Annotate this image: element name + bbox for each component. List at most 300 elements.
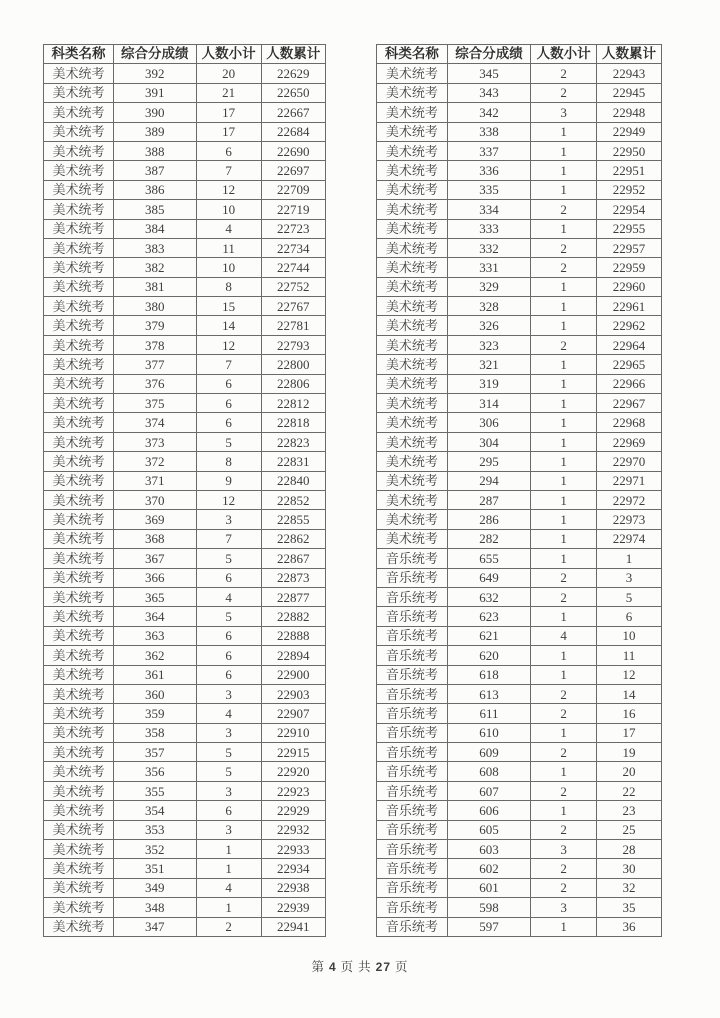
score-cell: 335 <box>447 180 531 199</box>
table-row <box>377 471 662 490</box>
cumulative-cell: 22967 <box>596 394 661 413</box>
category-cell: 美术统考 <box>44 510 114 529</box>
subtotal-cell: 1 <box>531 917 597 936</box>
cumulative-cell: 3 <box>596 568 661 587</box>
subtotal-cell: 1 <box>531 277 597 296</box>
category-cell: 美术统考 <box>44 83 114 102</box>
score-cell: 306 <box>447 413 531 432</box>
subtotal-cell: 1 <box>531 413 597 432</box>
score-cell: 336 <box>447 161 531 180</box>
subtotal-cell: 5 <box>196 549 261 568</box>
category-cell: 美术统考 <box>44 665 114 684</box>
score-cell: 356 <box>113 762 196 781</box>
score-cell: 295 <box>447 452 531 471</box>
category-cell: 美术统考 <box>377 471 448 490</box>
subtotal-cell: 14 <box>196 316 261 335</box>
score-cell: 347 <box>113 917 196 936</box>
category-cell: 音乐统考 <box>377 917 448 936</box>
score-cell: 353 <box>113 820 196 839</box>
cumulative-cell: 22744 <box>261 258 325 277</box>
table-row <box>44 665 326 684</box>
subtotal-cell: 2 <box>531 83 597 102</box>
cumulative-cell: 22965 <box>596 355 661 374</box>
category-cell: 音乐统考 <box>377 549 448 568</box>
table-row <box>44 258 326 277</box>
category-cell: 美术统考 <box>44 859 114 878</box>
category-cell: 美术统考 <box>44 297 114 316</box>
subtotal-cell: 2 <box>531 258 597 277</box>
subtotal-cell: 1 <box>531 607 597 626</box>
subtotal-cell: 1 <box>531 549 597 568</box>
category-cell: 音乐统考 <box>377 587 448 606</box>
subtotal-cell: 1 <box>531 161 597 180</box>
category-cell: 音乐统考 <box>377 820 448 839</box>
table-row <box>377 180 662 199</box>
footer-page-number: 4 <box>328 960 337 974</box>
subtotal-cell: 3 <box>196 510 261 529</box>
score-cell: 363 <box>113 626 196 645</box>
subtotal-cell: 1 <box>531 490 597 509</box>
score-cell: 282 <box>447 529 531 548</box>
category-cell: 美术统考 <box>377 277 448 296</box>
category-cell: 美术统考 <box>44 64 114 83</box>
table-row <box>377 665 662 684</box>
category-cell: 美术统考 <box>44 898 114 917</box>
table-row <box>44 917 326 936</box>
score-cell: 355 <box>113 781 196 800</box>
cumulative-cell: 22903 <box>261 684 325 703</box>
column-header-subtotal: 人数小计 <box>531 45 597 64</box>
subtotal-cell: 3 <box>196 723 261 742</box>
cumulative-cell: 22793 <box>261 335 325 354</box>
table-row <box>44 316 326 335</box>
category-cell: 美术统考 <box>44 743 114 762</box>
score-cell: 389 <box>113 122 196 141</box>
footer-prefix: 第 <box>311 960 325 974</box>
score-cell: 374 <box>113 413 196 432</box>
cumulative-cell: 22952 <box>596 180 661 199</box>
category-cell: 美术统考 <box>377 219 448 238</box>
cumulative-cell: 14 <box>596 684 661 703</box>
cumulative-cell: 22968 <box>596 413 661 432</box>
cumulative-cell: 35 <box>596 898 661 917</box>
score-cell: 334 <box>447 200 531 219</box>
table-row <box>377 917 662 936</box>
table-row <box>44 859 326 878</box>
subtotal-cell: 1 <box>196 840 261 859</box>
subtotal-cell: 3 <box>531 898 597 917</box>
category-cell: 美术统考 <box>44 161 114 180</box>
category-cell: 美术统考 <box>44 413 114 432</box>
score-cell: 294 <box>447 471 531 490</box>
category-cell: 美术统考 <box>377 297 448 316</box>
page-footer <box>0 957 720 975</box>
category-cell: 音乐统考 <box>377 781 448 800</box>
score-cell: 605 <box>447 820 531 839</box>
table-row <box>44 704 326 723</box>
score-cell: 649 <box>447 568 531 587</box>
score-cell: 369 <box>113 510 196 529</box>
table-row <box>377 374 662 393</box>
category-cell: 美术统考 <box>377 103 448 122</box>
table-row <box>377 413 662 432</box>
subtotal-cell: 2 <box>531 200 597 219</box>
category-cell: 美术统考 <box>44 840 114 859</box>
table-row <box>44 103 326 122</box>
category-cell: 美术统考 <box>377 141 448 160</box>
subtotal-cell: 1 <box>531 471 597 490</box>
cumulative-cell: 17 <box>596 723 661 742</box>
category-cell: 美术统考 <box>377 161 448 180</box>
column-header-cumulative: 人数累计 <box>261 45 325 64</box>
table-row <box>377 122 662 141</box>
table-row <box>377 200 662 219</box>
cumulative-cell: 22915 <box>261 743 325 762</box>
table-row <box>377 103 662 122</box>
table-row <box>377 64 662 83</box>
cumulative-cell: 22973 <box>596 510 661 529</box>
subtotal-cell: 2 <box>531 704 597 723</box>
subtotal-cell: 12 <box>196 180 261 199</box>
table-row <box>44 219 326 238</box>
cumulative-cell: 22961 <box>596 297 661 316</box>
subtotal-cell: 2 <box>531 335 597 354</box>
subtotal-cell: 8 <box>196 452 261 471</box>
category-cell: 美术统考 <box>44 277 114 296</box>
cumulative-cell: 22923 <box>261 781 325 800</box>
subtotal-cell: 1 <box>531 646 597 665</box>
cumulative-cell: 22932 <box>261 820 325 839</box>
category-cell: 美术统考 <box>44 180 114 199</box>
category-cell: 美术统考 <box>377 122 448 141</box>
score-cell: 358 <box>113 723 196 742</box>
table-row <box>377 684 662 703</box>
cumulative-cell: 22800 <box>261 355 325 374</box>
category-cell: 美术统考 <box>44 355 114 374</box>
category-cell: 美术统考 <box>377 64 448 83</box>
subtotal-cell: 7 <box>196 355 261 374</box>
score-cell: 319 <box>447 374 531 393</box>
score-cell: 375 <box>113 394 196 413</box>
category-cell: 音乐统考 <box>377 801 448 820</box>
score-cell: 338 <box>447 122 531 141</box>
score-cell: 611 <box>447 704 531 723</box>
category-cell: 美术统考 <box>44 529 114 548</box>
category-cell: 美术统考 <box>44 568 114 587</box>
subtotal-cell: 2 <box>531 781 597 800</box>
score-cell: 377 <box>113 355 196 374</box>
cumulative-cell: 25 <box>596 820 661 839</box>
cumulative-cell: 22734 <box>261 238 325 257</box>
table-row <box>44 529 326 548</box>
subtotal-cell: 2 <box>531 587 597 606</box>
subtotal-cell: 2 <box>531 859 597 878</box>
cumulative-cell: 22959 <box>596 258 661 277</box>
table-row <box>44 471 326 490</box>
table-row <box>377 529 662 548</box>
category-cell: 美术统考 <box>44 219 114 238</box>
cumulative-cell: 22938 <box>261 878 325 897</box>
table-row <box>377 704 662 723</box>
subtotal-cell: 6 <box>196 568 261 587</box>
cumulative-cell: 22948 <box>596 103 661 122</box>
score-cell: 372 <box>113 452 196 471</box>
category-cell: 美术统考 <box>44 704 114 723</box>
subtotal-cell: 1 <box>531 394 597 413</box>
table-row <box>377 587 662 606</box>
score-cell: 607 <box>447 781 531 800</box>
table-row <box>377 820 662 839</box>
score-cell: 365 <box>113 587 196 606</box>
category-cell: 美术统考 <box>44 335 114 354</box>
category-cell: 美术统考 <box>44 646 114 665</box>
table-row <box>44 587 326 606</box>
table-row <box>377 781 662 800</box>
score-cell: 383 <box>113 238 196 257</box>
category-cell: 美术统考 <box>377 413 448 432</box>
score-cell: 618 <box>447 665 531 684</box>
category-cell: 美术统考 <box>377 490 448 509</box>
table-row <box>377 219 662 238</box>
table-row <box>377 258 662 277</box>
score-cell: 366 <box>113 568 196 587</box>
cumulative-cell: 6 <box>596 607 661 626</box>
table-row <box>377 743 662 762</box>
table-row <box>44 141 326 160</box>
cumulative-cell: 22831 <box>261 452 325 471</box>
subtotal-cell: 6 <box>196 394 261 413</box>
subtotal-cell: 5 <box>196 743 261 762</box>
table-row <box>377 878 662 897</box>
score-cell: 391 <box>113 83 196 102</box>
score-cell: 323 <box>447 335 531 354</box>
subtotal-cell: 12 <box>196 335 261 354</box>
subtotal-cell: 6 <box>196 801 261 820</box>
table-row <box>44 83 326 102</box>
cumulative-cell: 22882 <box>261 607 325 626</box>
score-cell: 623 <box>447 607 531 626</box>
table-row <box>44 510 326 529</box>
score-cell: 620 <box>447 646 531 665</box>
table-row <box>377 277 662 296</box>
table-row <box>44 820 326 839</box>
table-row <box>377 646 662 665</box>
table-row <box>377 549 662 568</box>
footer-total-label: 共 <box>358 960 372 974</box>
subtotal-cell: 17 <box>196 122 261 141</box>
cumulative-cell: 22969 <box>596 432 661 451</box>
table-row <box>377 394 662 413</box>
score-cell: 610 <box>447 723 531 742</box>
column-header-subtotal: 人数小计 <box>196 45 261 64</box>
table-row <box>377 840 662 859</box>
column-header-category: 科类名称 <box>377 45 448 64</box>
category-cell: 音乐统考 <box>377 704 448 723</box>
subtotal-cell: 2 <box>531 820 597 839</box>
cumulative-cell: 22650 <box>261 83 325 102</box>
cumulative-cell: 22933 <box>261 840 325 859</box>
cumulative-cell: 22920 <box>261 762 325 781</box>
score-cell: 367 <box>113 549 196 568</box>
score-cell: 606 <box>447 801 531 820</box>
table-row <box>377 355 662 374</box>
subtotal-cell: 3 <box>196 684 261 703</box>
category-cell: 音乐统考 <box>377 607 448 626</box>
subtotal-cell: 9 <box>196 471 261 490</box>
subtotal-cell: 4 <box>196 878 261 897</box>
cumulative-cell: 22943 <box>596 64 661 83</box>
table-row <box>377 568 662 587</box>
cumulative-cell: 22907 <box>261 704 325 723</box>
category-cell: 音乐统考 <box>377 859 448 878</box>
subtotal-cell: 5 <box>196 432 261 451</box>
subtotal-cell: 1 <box>531 529 597 548</box>
table-row <box>377 510 662 529</box>
cumulative-cell: 22966 <box>596 374 661 393</box>
score-cell: 352 <box>113 840 196 859</box>
table-row <box>44 413 326 432</box>
cumulative-cell: 22697 <box>261 161 325 180</box>
subtotal-cell: 4 <box>531 626 597 645</box>
cumulative-cell: 22951 <box>596 161 661 180</box>
category-cell: 美术统考 <box>377 374 448 393</box>
category-cell: 美术统考 <box>44 801 114 820</box>
column-header-category: 科类名称 <box>44 45 114 64</box>
category-cell: 美术统考 <box>377 510 448 529</box>
column-header-score: 综合分成绩 <box>447 45 531 64</box>
category-cell: 美术统考 <box>44 820 114 839</box>
cumulative-cell: 22949 <box>596 122 661 141</box>
score-cell: 357 <box>113 743 196 762</box>
score-cell: 286 <box>447 510 531 529</box>
subtotal-cell: 2 <box>531 568 597 587</box>
subtotal-cell: 7 <box>196 529 261 548</box>
table-row <box>377 452 662 471</box>
category-cell: 美术统考 <box>44 626 114 645</box>
score-cell: 370 <box>113 490 196 509</box>
header-row <box>377 45 662 64</box>
subtotal-cell: 2 <box>531 684 597 703</box>
subtotal-cell: 1 <box>531 122 597 141</box>
table-row <box>377 762 662 781</box>
table-row <box>44 626 326 645</box>
table-row <box>377 161 662 180</box>
category-cell: 音乐统考 <box>377 568 448 587</box>
cumulative-cell: 22888 <box>261 626 325 645</box>
category-cell: 美术统考 <box>44 549 114 568</box>
subtotal-cell: 1 <box>531 316 597 335</box>
cumulative-cell: 22964 <box>596 335 661 354</box>
score-cell: 331 <box>447 258 531 277</box>
score-cell: 364 <box>113 607 196 626</box>
table-row <box>44 840 326 859</box>
table-row <box>44 878 326 897</box>
category-cell: 美术统考 <box>44 490 114 509</box>
cumulative-cell: 22 <box>596 781 661 800</box>
table-row <box>377 238 662 257</box>
subtotal-cell: 11 <box>196 238 261 257</box>
category-cell: 美术统考 <box>44 781 114 800</box>
subtotal-cell: 1 <box>531 374 597 393</box>
table-row <box>44 374 326 393</box>
category-cell: 美术统考 <box>44 723 114 742</box>
subtotal-cell: 1 <box>531 297 597 316</box>
category-cell: 美术统考 <box>377 394 448 413</box>
subtotal-cell: 1 <box>196 859 261 878</box>
category-cell: 美术统考 <box>44 878 114 897</box>
category-cell: 音乐统考 <box>377 743 448 762</box>
table-row <box>377 801 662 820</box>
table-row <box>44 723 326 742</box>
cumulative-cell: 30 <box>596 859 661 878</box>
subtotal-cell: 10 <box>196 200 261 219</box>
score-cell: 385 <box>113 200 196 219</box>
category-cell: 美术统考 <box>377 355 448 374</box>
subtotal-cell: 6 <box>196 374 261 393</box>
table-row <box>44 394 326 413</box>
table-row <box>44 355 326 374</box>
table-row <box>377 83 662 102</box>
subtotal-cell: 15 <box>196 297 261 316</box>
table-row <box>44 549 326 568</box>
category-cell: 美术统考 <box>44 587 114 606</box>
subtotal-cell: 5 <box>196 607 261 626</box>
score-cell: 386 <box>113 180 196 199</box>
score-cell: 368 <box>113 529 196 548</box>
subtotal-cell: 1 <box>196 898 261 917</box>
footer-total-pages: 27 <box>375 960 392 974</box>
category-cell: 音乐统考 <box>377 626 448 645</box>
subtotal-cell: 10 <box>196 258 261 277</box>
category-cell: 美术统考 <box>377 432 448 451</box>
category-cell: 音乐统考 <box>377 684 448 703</box>
cumulative-cell: 22806 <box>261 374 325 393</box>
table-row <box>44 490 326 509</box>
subtotal-cell: 1 <box>531 432 597 451</box>
table-row <box>44 898 326 917</box>
column-header-cumulative: 人数累计 <box>596 45 661 64</box>
subtotal-cell: 2 <box>531 64 597 83</box>
category-cell: 音乐统考 <box>377 898 448 917</box>
category-cell: 美术统考 <box>44 607 114 626</box>
table-row <box>377 316 662 335</box>
subtotal-cell: 4 <box>196 587 261 606</box>
subtotal-cell: 6 <box>196 413 261 432</box>
cumulative-cell: 22709 <box>261 180 325 199</box>
table-row <box>44 432 326 451</box>
score-cell: 392 <box>113 64 196 83</box>
table-row <box>44 122 326 141</box>
table-row <box>377 626 662 645</box>
subtotal-cell: 3 <box>196 820 261 839</box>
score-cell: 354 <box>113 801 196 820</box>
score-cell: 655 <box>447 549 531 568</box>
cumulative-cell: 10 <box>596 626 661 645</box>
cumulative-cell: 22972 <box>596 490 661 509</box>
category-cell: 美术统考 <box>44 762 114 781</box>
score-cell: 343 <box>447 83 531 102</box>
subtotal-cell: 3 <box>196 781 261 800</box>
score-cell: 609 <box>447 743 531 762</box>
score-cell: 613 <box>447 684 531 703</box>
subtotal-cell: 1 <box>531 762 597 781</box>
cumulative-cell: 22667 <box>261 103 325 122</box>
subtotal-cell: 3 <box>531 840 597 859</box>
score-cell: 337 <box>447 141 531 160</box>
subtotal-cell: 6 <box>196 141 261 160</box>
cumulative-cell: 22957 <box>596 238 661 257</box>
score-table-left <box>43 44 326 937</box>
